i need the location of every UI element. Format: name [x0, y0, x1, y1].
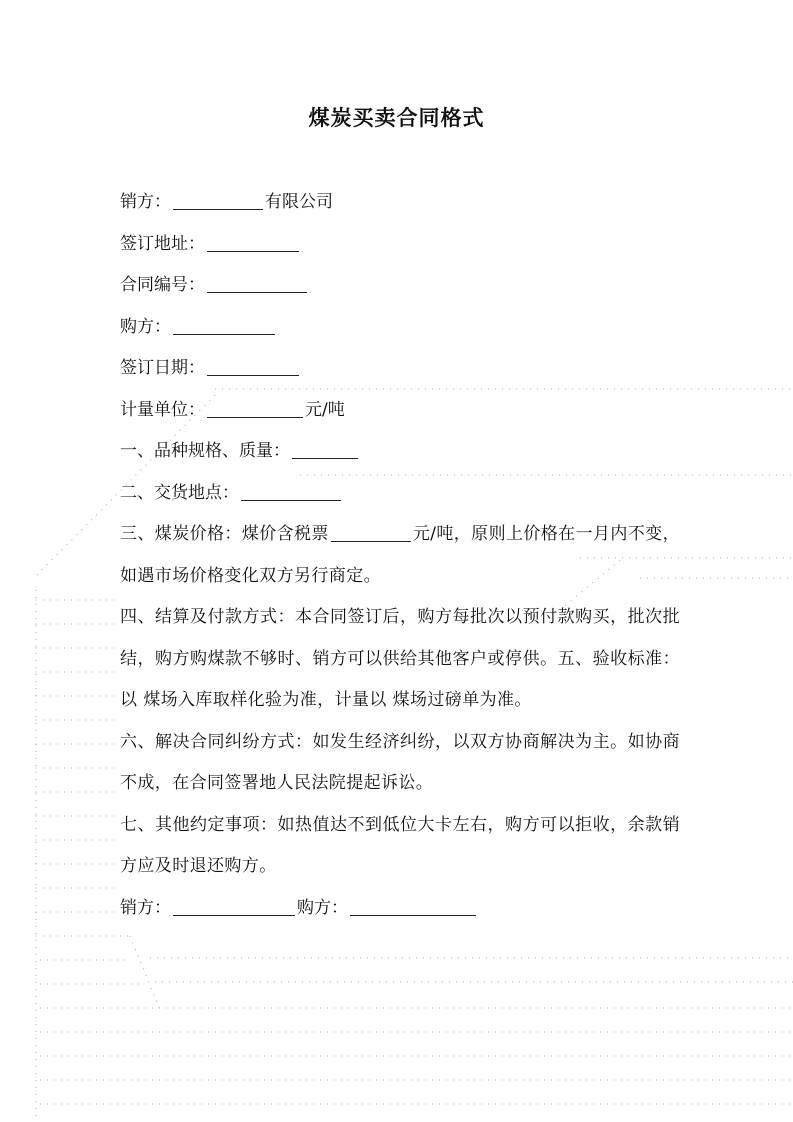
- seller-suffix: 有限公司: [265, 192, 333, 212]
- buyer-label: 购方：: [120, 316, 171, 337]
- signature-seller-label: 销方：: [120, 897, 171, 918]
- clause-1-blank[interactable]: [292, 440, 358, 459]
- unit-price-blank[interactable]: [207, 399, 303, 418]
- seller-label: 销方：: [120, 192, 171, 212]
- seller-name-blank[interactable]: [173, 191, 263, 210]
- clause-3-paragraph: [120, 514, 680, 597]
- clause-2-label: 二、交货地点：: [120, 482, 239, 503]
- dot-lines-left-margin: [36, 590, 130, 1122]
- signature-seller-blank[interactable]: [173, 897, 295, 916]
- unit-line: [120, 390, 680, 432]
- buyer-name-blank[interactable]: [173, 316, 275, 335]
- clause-3-prefix: 三、煤炭价格：煤价含税票: [120, 524, 329, 544]
- clause-4-paragraph: 四、结算及付款方式：本合同签订后，购方每批次以预付款购买，批次批结，购方购煤款不够时、销方可以供给其他客户或停供。五、验收标准：以 煤场入库取样化验为准，计量以 煤场过磅单为准。: [120, 607, 680, 710]
- seller-line: [120, 182, 680, 224]
- document-title: 煤炭买卖合同格式: [308, 106, 485, 130]
- contract-no-blank[interactable]: [207, 274, 307, 293]
- contract-no-label: 合同编号：: [120, 275, 205, 295]
- sign-place-blank[interactable]: [207, 233, 299, 252]
- clause-3-suffix: 元/吨，原则上价格在一月内不变，如遇市场价格变化双方另行商定。: [120, 524, 680, 586]
- document-body: [120, 182, 680, 929]
- unit-suffix: 元/吨: [305, 399, 345, 420]
- clause-1-label: 一、品种规格、质量：: [120, 441, 290, 461]
- clause-1-line: [120, 431, 680, 473]
- signature-buyer-label: 购方：: [297, 897, 348, 918]
- sign-place-label: 签订地址：: [120, 233, 205, 254]
- contract-no-line: [120, 265, 680, 307]
- sign-date-blank[interactable]: [207, 357, 299, 376]
- unit-label: 计量单位：: [120, 399, 205, 420]
- signature-line: [120, 888, 680, 930]
- signature-buyer-blank[interactable]: [350, 897, 476, 916]
- dot-lines-bottom: [40, 936, 793, 1104]
- buyer-line: [120, 307, 680, 349]
- sign-date-line: [120, 348, 680, 390]
- coal-price-blank[interactable]: [331, 523, 411, 542]
- clause-2-line: [120, 473, 680, 515]
- clause-7-paragraph: 七、其他约定事项：如热值达不到低位大卡左右，购方可以拒收，余款销方应及时退还购方。: [120, 814, 680, 876]
- sign-place-line: [120, 224, 680, 266]
- sign-date-label: 签订日期：: [120, 358, 205, 378]
- clause-6-paragraph: 六、解决合同纠纷方式：如发生经济纠纷，以双方协商解决为主。如协商不成，在合同签署地人民法院提起诉讼。: [120, 731, 680, 793]
- clause-2-blank[interactable]: [241, 482, 341, 501]
